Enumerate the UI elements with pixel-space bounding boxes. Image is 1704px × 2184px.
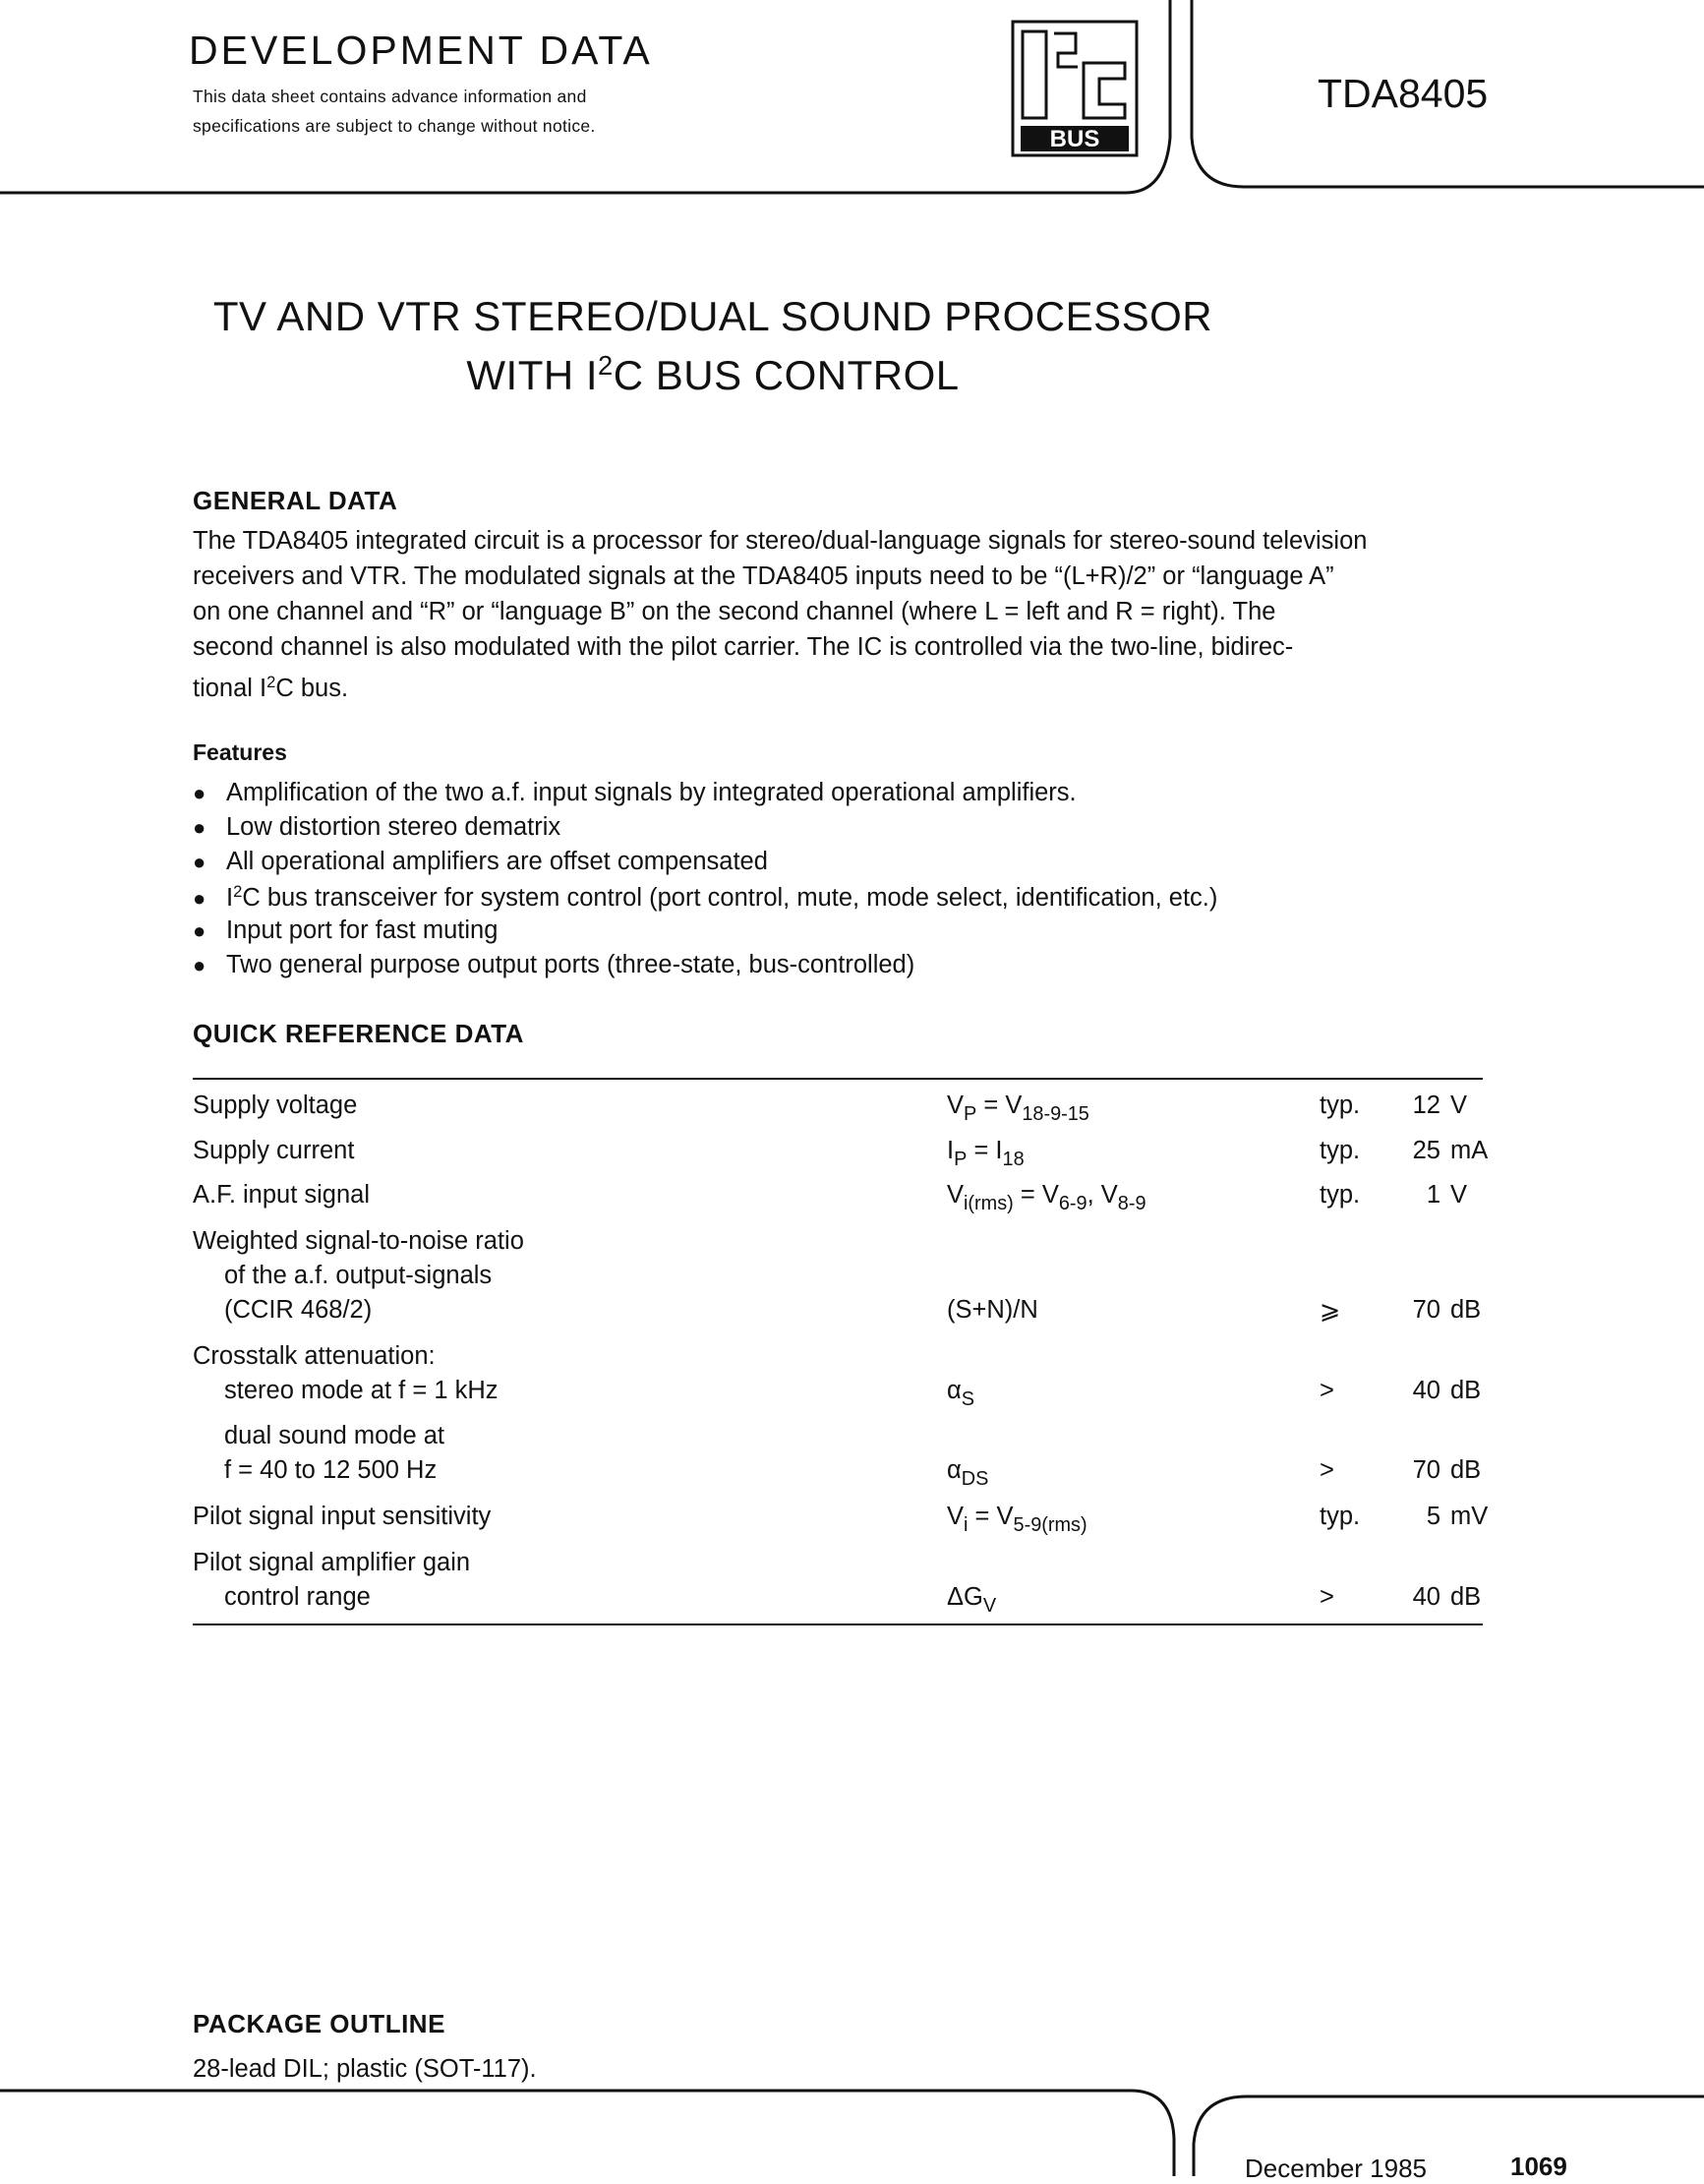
value-supply-voltage: 12 [1412,1092,1440,1119]
feature-item: ● All operational amplifiers are offset compensated [193,848,768,875]
value-pilot-gain: 40 [1412,1583,1440,1611]
value-crosstalk-dual: 70 [1412,1456,1440,1484]
header-title: DEVELOPMENT DATA [189,28,653,73]
document-title-line1: TV AND VTR STEREO/DUAL SOUND PROCESSOR [212,293,1213,339]
unit-crosstalk-dual: dB [1450,1456,1482,1484]
general-data-paragraph [193,523,1550,706]
param-crosstalk-stereo: stereo mode at f = 1 kHz [224,1377,499,1404]
feature-item: ● Amplification of the two a.f. input signals by integrated operational amplifiers. [193,779,1077,806]
cond-crosstalk-dual: > [1320,1456,1334,1484]
footer-date: December 1985 [1245,2154,1427,2183]
header-note-line2: specifications are subject to change without notice. [193,116,596,136]
unit-af-input-signal: V [1450,1181,1468,1209]
param-snr-line3: (CCIR 468/2) [224,1296,373,1324]
param-crosstalk-dual-line2: f = 40 to 12 500 Hz [224,1456,438,1484]
page-number: 1069 [1510,2152,1567,2181]
symbol-af-input-signal: $V_{i(rms)} = V_{6-9}$, $V_{8-9}$ [947,1181,1146,1214]
symbol-snr: (S+N)/N [947,1296,1038,1324]
param-crosstalk-heading: Crosstalk attenuation: [193,1342,436,1370]
part-number: TDA8405 [1318,71,1489,116]
symbol-crosstalk-dual: $\alpha_{DS}$ [947,1456,989,1490]
general-data-line: second channel is also modulated with the pilot carrier. The IC is controlled via the two-line, bidirec- [193,633,1294,661]
package-outline-text: 28-lead DIL; plastic (SOT-117). [193,2055,537,2083]
param-pilot-gain-line2: control range [224,1583,371,1611]
symbol-pilot-sensitivity: $V_i = V_{5-9(rms)}$ [947,1503,1087,1536]
value-snr: 70 [1412,1296,1440,1324]
i2c-bus-logo [1011,20,1139,157]
table-top-rule [193,1078,1483,1080]
symbol-pilot-gain: $\Delta G_V$ [947,1583,997,1617]
param-crosstalk-dual-line1: dual sound mode at [224,1422,444,1449]
param-snr-line1: Weighted signal-to-noise ratio [193,1227,524,1255]
param-pilot-sensitivity: Pilot signal input sensitivity [193,1503,492,1530]
package-outline-heading: PACKAGE OUTLINE [193,2009,445,2038]
param-af-input-signal: A.F. input signal [193,1181,371,1209]
value-supply-current: 25 [1412,1137,1440,1164]
feature-item: ● Input port for fast muting [193,916,499,944]
value-pilot-sensitivity: 5 [1426,1503,1440,1530]
general-data-line: receivers and VTR. The modulated signals at the TDA8405 inputs need to be “(L+R)/2” or “language A” [193,562,1334,590]
cond-pilot-gain: > [1320,1583,1334,1611]
value-crosstalk-stereo: 40 [1412,1377,1440,1404]
header-note-line1: This data sheet contains advance information and [193,87,587,106]
unit-pilot-gain: dB [1450,1583,1482,1611]
param-supply-current: Supply current [193,1137,355,1164]
unit-supply-voltage: V [1450,1092,1468,1119]
feature-item: ● Low distortion stereo dematrix [193,813,561,841]
symbol-crosstalk-stereo: $\alpha_S$ [947,1377,975,1410]
document-title-line2: WITH $I^2C$ BUS CONTROL [466,350,960,398]
unit-supply-current: mA [1450,1137,1489,1164]
symbol-supply-voltage: $V_P = V_{18-9-15}$ [947,1092,1089,1125]
unit-snr: dB [1450,1296,1482,1324]
general-data-line: tional $I^2C$ bus. [193,673,349,703]
general-data-line: on one channel and “R” or “language B” on the second channel (where L = left and R = right). The [193,598,1276,625]
param-pilot-gain-line1: Pilot signal amplifier gain [193,1549,471,1576]
feature-item: ● $I^2C$ bus transceiver for system control (port control, mute, mode select, identification, etc.) [193,882,1218,913]
symbol-supply-current: $I_P = I_{18}$ [947,1137,1025,1170]
cond-pilot-sensitivity: typ. [1320,1503,1361,1530]
unit-pilot-sensitivity: mV [1450,1503,1489,1530]
cond-af-input-signal: typ. [1320,1181,1361,1209]
logo-text: BUS [1049,126,1100,152]
feature-item: ● Two general purpose output ports (three-state, bus-controlled) [193,951,915,978]
value-af-input-signal: 1 [1426,1181,1440,1209]
general-data-line: The TDA8405 integrated circuit is a processor for stereo/dual-language signals for stereo-sound television [193,527,1368,555]
cond-supply-voltage: typ. [1320,1092,1361,1119]
unit-crosstalk-stereo: dB [1450,1377,1482,1404]
param-supply-voltage: Supply voltage [193,1092,358,1119]
param-snr-line2: of the a.f. output-signals [224,1262,493,1289]
cond-snr: ⩾ [1320,1297,1341,1325]
features-heading: Features [193,739,287,765]
cond-crosstalk-stereo: > [1320,1377,1334,1404]
cond-supply-current: typ. [1320,1137,1361,1164]
general-data-heading: GENERAL DATA [193,486,398,515]
quick-reference-heading: QUICK REFERENCE DATA [193,1019,524,1048]
table-bottom-rule [193,1623,1483,1625]
